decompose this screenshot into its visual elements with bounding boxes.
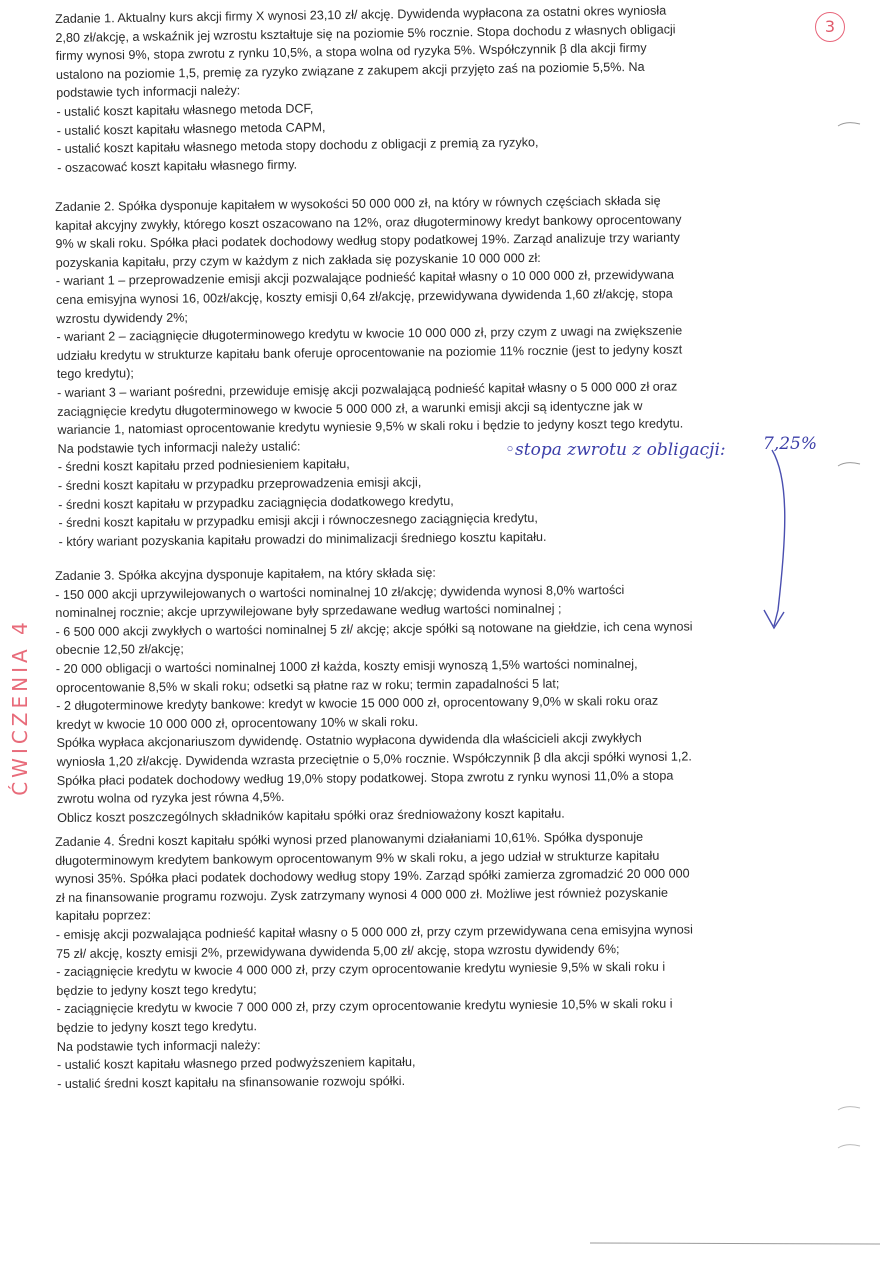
- task-3-line: Oblicz koszt poszczególnych składników kapitału spółki oraz średnioważony koszt kapitału.: [57, 806, 565, 825]
- handwritten-stopa-value: 7,25%: [763, 434, 818, 454]
- task-1-paragraph: [55, 0, 757, 177]
- task-4-line: - zaciągnięcie kredytu w kwocie 4 000 000 zł, przy czym oprocentowanie kredytu wyniesie 9,5% w skali roku i: [56, 959, 666, 980]
- handwritten-stopa-note: ◦stopa zwrotu z obligacji:: [505, 440, 726, 460]
- task-3-line: - 6 500 000 akcji zwykłych o wartości nominalnej 5 zł/ akcję; akcje spółki są notowane na giełdzie, ich cena wynosi: [55, 619, 693, 639]
- task-1-line: ustalono na poziomie 1,5, premię za ryzyko związane z zakupem akcji przyjęto zaś na poziomie 5,5%. Na: [55, 59, 645, 82]
- task-1-line: podstawie tych informacji należy:: [56, 83, 241, 101]
- task-3-line: - 2 długoterminowe kredyty bankowe: kredyt w kwocie 15 000 000 zł, oprocentowany 9,0% w skali roku oraz: [56, 693, 659, 714]
- task-3-line: oprocentowanie 8,5% w skali roku; odsetki są płatne raz w roku; termin zapadalności 5 lat;: [55, 676, 560, 695]
- task-3: [55, 561, 757, 827]
- task-2-line: udziału kredytu w strukturze kapitału bank oferuje oprocentowanie na poziomie 11% rocznie (jest to jedyny koszt: [56, 342, 683, 363]
- task-4-line: zł na finansowanie programu rozwoju. Zysk zatrzymany wynosi 4 000 000 zł. Możliwe jest również pozyskanie: [55, 885, 669, 905]
- task-4-line: długoterminowym kredytem bankowym oprocentowanym 9% w skali roku, a jego udział w strukturze kapitału: [55, 848, 660, 868]
- task-4-line: - ustalić średni koszt kapitału na sfinansowanie rozwoju spółki.: [57, 1073, 406, 1091]
- task-4-line: będzie to jedyny koszt tego kredytu.: [56, 1019, 257, 1035]
- task-1-line: - ustalić koszt kapitału własnego metoda DCF,: [56, 101, 314, 119]
- task-3-line: obecnie 12,50 zł/akcję;: [55, 642, 184, 658]
- task-1-line: firmy wynosi 9%, stopa zwrotu z rynku 10,5%, a stopa wolna od ryzyka 5%. Współczynnik β dla akcji firmy: [55, 40, 647, 64]
- task-2-line: Zadanie 2. Spółka dysponuje kapitałem w wysokości 50 000 000 zł, na który w równych częściach składa się: [55, 193, 661, 214]
- task-2-line: Na podstawie tych informacji należy ustalić:: [57, 439, 301, 456]
- task-1-line: 2,80 zł/akcję, a wskaźnik jej wzrostu kształtuje się na poziomie 5% rocznie. Stopa dochodu z własnych obligacji: [55, 21, 676, 45]
- task-4-line: - emisję akcji pozwalająca podnieść kapitał własny o 5 000 000 zł, przy czym przewidywana cena emisyjna wynosi: [55, 922, 693, 942]
- task-3-line: wyniosła 1,20 zł/akcję. Dywidenda wzrasta przeciętnie o 5,0% rocznie. Współczynnik β dla akcji spółki wynosi 1,2.: [56, 749, 692, 769]
- task-3-line: kredyt w kwocie 10 000 000 zł, oprocentowany 10% w skali roku.: [56, 714, 419, 732]
- task-2-paragraph: [55, 191, 759, 552]
- task-3-line: zwrotu wolna od ryzyka jest równa 4,5%.: [56, 790, 285, 807]
- task-4-line: Na podstawie tych informacji należy:: [56, 1037, 261, 1054]
- task-2-line: - wariant 2 – zaciągnięcie długoterminowego kredytu w kwocie 10 000 000 zł, przy czym z uwagi na zwiększenie: [56, 323, 683, 345]
- margin-tick-icon: [836, 118, 862, 132]
- task-1-line: - oszacować koszt kapitału własnego firmy.: [57, 157, 298, 175]
- task-3-line: - 150 000 akcji uprzywilejowanych o wartości nominalnej 10 zł/akcję; dywidenda wynosi 8,0% wartości: [55, 582, 625, 602]
- margin-note-text: ĆWICZENIA 4: [8, 618, 32, 796]
- task-1-line: - ustalić koszt kapitału własnego metoda CAPM,: [56, 119, 326, 138]
- task-2-line: zaciągnięcie kredytu długoterminowego w kwocie 5 000 000 zł, a warunki emisji akcji są identyczne jak w: [57, 398, 643, 419]
- task-1: [55, 0, 757, 177]
- handwritten-arrow-icon: [750, 440, 810, 640]
- margin-tick-icon: [836, 458, 862, 472]
- task-4-line: Zadanie 4. Średni koszt kapitału spółki wynosi przed planowanymi działaniami 10,61%. Spółka dysponuje: [55, 829, 644, 849]
- task-2-line: - średni koszt kapitału w przypadku emisji akcji i równoczesnego zaciągnięcia kredytu,: [58, 511, 538, 531]
- task-2-line: wariancie 1, natomiast oprocentowanie kredytu wyniesie 9,5% w skali roku i będzie to jedyny koszt tego kredytu.: [57, 416, 684, 438]
- task-4-line: - zaciągnięcie kredytu w kwocie 7 000 000 zł, przy czym oprocentowanie kredytu wyniesie 10,5% w skali roku i: [56, 996, 673, 1017]
- task-3-line: Spółka płaci podatek dochodowy według 19,0% stopy podatkowej. Stopa zwrotu z rynku wynosi 11,0% a stopa: [56, 768, 674, 788]
- task-2-line: - wariant 3 – wariant pośredni, przewiduje emisję akcji pozwalającą podnieść kapitał własny o 5 000 000 zł oraz: [56, 379, 678, 400]
- margin-tick-icon: [836, 1102, 862, 1116]
- task-2-line: - wariant 1 – przeprowadzenie emisji akcji pozwalające podnieść kapitał własny o 10 000 000 zł, przewidywana: [55, 267, 675, 289]
- task-2-line: - średni koszt kapitału w przypadku przeprowadzenia emisji akcji,: [57, 475, 422, 493]
- task-4-line: wynosi 35%. Spółka płaci podatek dochodowy według stopy 19%. Zarząd spółki zamierza zgromadzić 20 000 000: [55, 866, 690, 887]
- task-2-line: - który wariant pozyskania kapitału prowadzi do minimalizacji średniego kosztu kapitału.: [58, 529, 547, 549]
- task-3-paragraph: [55, 561, 757, 827]
- task-2-line: kapitał akcyjny zwykły, którego koszt oszacowano na 12%, oraz długoterminowy kredyt bankowy oprocentowany: [55, 212, 682, 233]
- task-4-line: będzie to jedyny koszt tego kredytu;: [56, 981, 257, 998]
- task-4-line: 75 zł/ akcję, koszty emisji 2%, przewidywana dywidenda 5,00 zł/ akcję, stopa wzrostu dywidendy 6%;: [55, 941, 620, 961]
- task-2-line: pozyskania kapitału, przy czym w każdym z nich zakłada się pozyskanie 10 000 000 zł:: [55, 250, 541, 270]
- task-3-line: Zadanie 3. Spółka akcyjna dysponuje kapitałem, na który składa się:: [55, 565, 436, 583]
- bottom-edge-divider: [590, 1238, 880, 1248]
- task-1-line: Zadanie 1. Aktualny kurs akcji firmy X wynosi 23,10 zł/ akcję. Dywidenda wypłacona za ostatni okres wyniosła: [55, 3, 667, 26]
- task-3-line: nominalnej rocznie; akcje uprzywilejowane były sprzedawane według wartości nominalnej ;: [55, 601, 562, 621]
- task-2-line: cena emisyjna wynosi 16, 00zł/akcję, koszty emisji 0,64 zł/akcję, przewidywana dywidenda 1,60 zł/akcję, stopa: [55, 286, 673, 307]
- task-2-line: - średni koszt kapitału w przypadku zaciągnięcia dodatkowego kredytu,: [58, 493, 454, 512]
- task-4: [55, 827, 757, 1093]
- task-4-line: - ustalić koszt kapitału własnego przed podwyższeniem kapitału,: [56, 1054, 416, 1073]
- task-3-line: Spółka wypłaca akcjonariuszom dywidendę. Ostatnio wypłacona dywidenda dla właścicieli akcji zwykłych: [56, 731, 642, 751]
- margin-tick-icon: [836, 1140, 862, 1154]
- task-2-line: 9% w skali roku. Spółka płaci podatek dochodowy według stopy podatkowej 19%. Zarząd analizuje trzy warianty: [55, 230, 680, 252]
- task-4-paragraph: [55, 827, 757, 1093]
- task-4-line: kapitału poprzez:: [55, 908, 152, 924]
- task-2-line: wzrostu dywidendy 2%;: [56, 310, 188, 326]
- task-2: [55, 191, 759, 552]
- margin-handwritten-note: [0, 590, 30, 820]
- page-number-circle: 3: [815, 12, 845, 42]
- task-2-line: - średni koszt kapitału przed podniesieniem kapitału,: [57, 457, 350, 475]
- task-2-line: tego kredytu);: [56, 366, 134, 382]
- task-3-line: - 20 000 obligacji o wartości nominalnej 1000 zł każda, koszty emisji wynoszą 1,5% wartości nominalnej,: [55, 656, 638, 676]
- task-1-line: - ustalić koszt kapitału własnego metoda stopy dochodu z obligacji z premią za ryzyko,: [56, 135, 539, 157]
